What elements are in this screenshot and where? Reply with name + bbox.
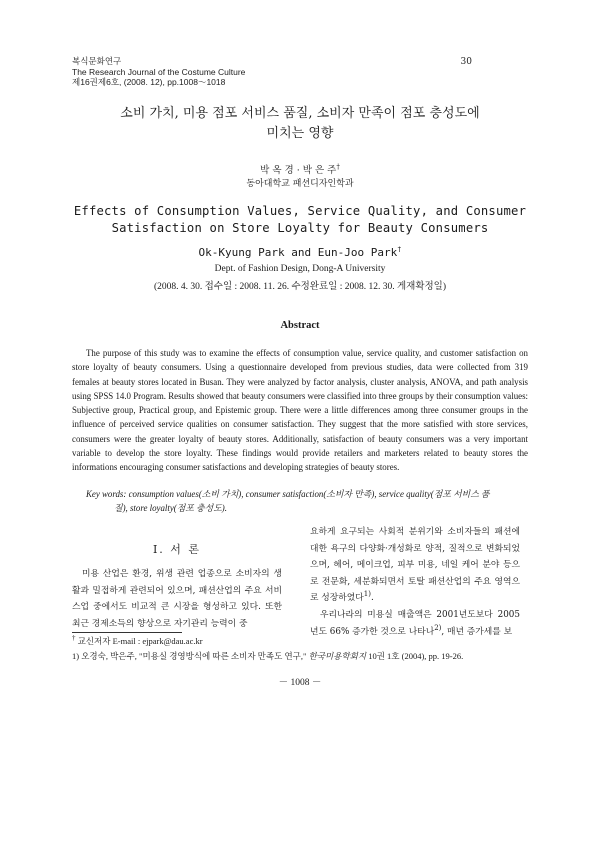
authors-english (60, 246, 540, 259)
corresponding-mark: † (336, 162, 340, 171)
header-page-number: 30 (460, 57, 472, 67)
affiliation-korean: 동아대학교 패션디자인학과 (246, 179, 354, 189)
submission-dates: (2008. 4. 30. 접수일 : 2008. 11. 26. 수정완료일 : 2008. 12. 30. 게재확정일) (153, 282, 447, 292)
footnote-mark: † (72, 634, 76, 643)
authors-korean (60, 162, 540, 176)
paragraph-2-text: 우리나라의 미용실 매출액은 2001년도보다 2005년도 66% 증가한 것으로 나타나 (310, 609, 520, 637)
reference-marker-2: 2) (434, 623, 442, 632)
authors-english-names: Ok-Kyung Park and Eun-Joo Park (198, 246, 398, 259)
journal-issue: 제16권제6호, (2008. 12), pp.1008～1018 (72, 77, 226, 87)
corresponding-mark-en: † (397, 245, 402, 254)
journal-header (72, 56, 245, 88)
body-left-column: 미용 산업은 환경, 위생 관련 업종으로 소비자의 생활과 밀접하게 관련되어 있으며, 패션산업의 주요 서비스업 중에서도 비교적 큰 시장을 형성하고 있다. 또한 최근 경제소득의 향상으로 자기관리 능력이 중 (72, 569, 282, 629)
abstract-text: The purpose of this study was to examine the effects of consumption value, service quality, and customer satisfaction on store loyalty of beauty consumers. Using a questionnaire developed from previous studies, data were collected from 319 females at beauty stores located in Busan. They were analyzed by factor analysis, cluster analysis, ANOVA, and path analysis using SPSS 14.0 Program. Results showed that beauty consumers were classified into three groups by their consumption values: Subjective group, Practical group, and Epistemic group. There were a little differences among three consumer groups in the influence of perceived service qualities on consumer satisfaction. They suggest that the more satisfied with store services, consumers were the greater loyalty of beauty stores. Additionally, satisfaction of beauty consumers was a very important variable to develop the store loyalty. These findings would provide retailers and marketers related to beauty stores the informations encouraging consumer satisfactions and developing strategies of beauty stores. (72, 348, 528, 473)
paragraph-2-end: , 매년 증가세를 보 (441, 626, 513, 637)
keywords (86, 488, 526, 515)
keywords-line2: 질), store loyalty(점포 충성도). (114, 502, 227, 513)
title-english (40, 203, 560, 237)
keywords-line1: Key words: consumption values(소비 가치), consumer satisfaction(소비자 만족), service quality(점포 서비스 품 (86, 489, 490, 499)
body-paragraph-1 (310, 524, 520, 607)
ref1-journal: 한국미용학회지 (308, 651, 367, 661)
journal-name-ko: 복식문화연구 (72, 56, 122, 66)
body-paragraph-2 (310, 607, 520, 640)
ref1-details: 10권 1호 (2004), pp. 19-26. (366, 651, 464, 661)
paragraph-1-end: . (370, 593, 374, 604)
corresponding-email: 교신저자 E-mail : ejpark@dau.ac.kr (77, 636, 203, 646)
title-english-line2: Satisfaction on Store Loyalty for Beauty Consumers (111, 221, 489, 235)
reference-marker-1: 1) (363, 590, 371, 599)
footnote-reference-1 (72, 650, 542, 662)
footnote-divider (72, 632, 182, 633)
body-right-column (310, 524, 520, 640)
title-english-line1: Effects of Consumption Values, Service Quality, and Consumer (73, 204, 527, 218)
section-heading-introduction: Ⅰ. 서 론 (152, 543, 202, 556)
authors-korean-names: 박 옥 경 · 박 은 주 (260, 165, 337, 176)
title-korean-line2: 미치는 영향 (266, 126, 334, 141)
abstract-heading: Abstract (280, 320, 320, 331)
journal-name-en: The Research Journal of the Costume Culture (72, 66, 246, 77)
page-footer-number: － 1008 － (278, 678, 322, 688)
title-korean-line1: 소비 가치, 미용 점포 서비스 품질, 소비자 만족이 점포 충성도에 (120, 106, 480, 121)
title-korean (60, 104, 540, 144)
paragraph-1-text: 요하게 요구되는 사회적 분위기와 소비자들의 패션에 대한 욕구의 다양화·개성화로 양적, 질적으로 변화되었으며, 헤어, 메이크업, 피부 미용, 네일 케어 분야 등으로 전문화, 세분화되면서 토탈 패션산업의 주요 영역으로 성장하였다 (310, 527, 520, 604)
ref1-authors-title: 1) 오경숙, 박은주, "미용실 경영방식에 따른 소비자 만족도 연구," (72, 651, 309, 661)
affiliation-english: Dept. of Fashion Design, Dong-A University (214, 264, 386, 274)
footnote-corresponding (72, 635, 203, 647)
